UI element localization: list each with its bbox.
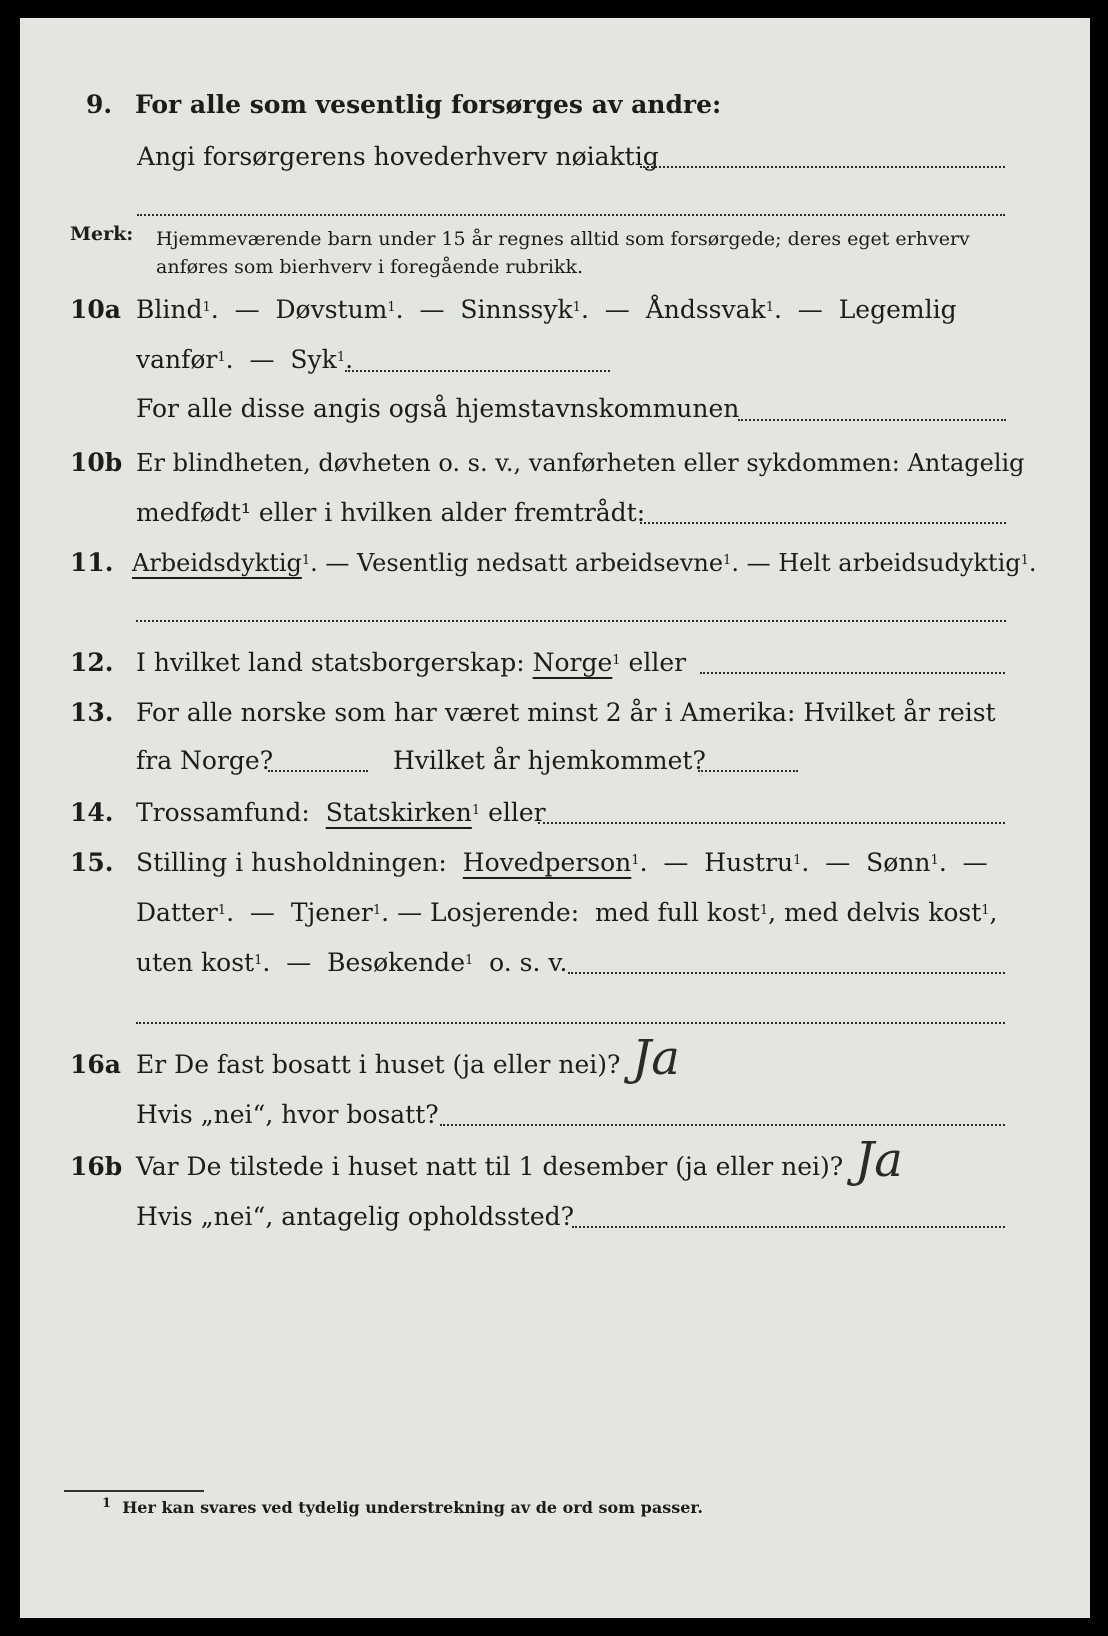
- item-16b-handwritten-answer: Ja: [855, 1132, 903, 1188]
- item-16a-line-1: Er De fast bosatt i huset (ja eller nei)?: [136, 1050, 621, 1079]
- item-15-underlined-answer: Hovedperson: [462, 848, 632, 877]
- item-13-left-label: fra Norge?: [136, 746, 274, 775]
- item-14-line: Trossamfund: Statskirken$^1$ eller: [136, 798, 546, 827]
- item-9-number: 9.: [86, 90, 113, 119]
- item-13-line-1: For alle norske som har været minst 2 år i Amerika: Hvilket år reist: [136, 698, 996, 727]
- item-13-left-answer-line[interactable]: [268, 770, 368, 772]
- item-9-heading: For alle som vesentlig forsørges av andre:: [135, 90, 722, 119]
- item-11-underlined-answer: Arbeidsdyktig: [132, 549, 302, 577]
- item-16b-number: 16b: [70, 1152, 123, 1181]
- item-16a-handwritten-answer: Ja: [632, 1030, 680, 1086]
- item-10b-answer-line[interactable]: [640, 522, 1006, 524]
- item-12-underlined-answer: Norge: [532, 648, 613, 677]
- item-11-line-1: Arbeidsdyktig$^1$. — Vesentlig nedsatt arbeidsevne$^1$. — Helt arbeidsudyktig$^1$.: [132, 549, 1037, 577]
- item-14-answer-line[interactable]: [538, 822, 1005, 824]
- item-16b-line-2: Hvis „nei“, antagelig opholdssted?: [136, 1202, 575, 1231]
- item-15-answer-line-2[interactable]: [136, 1022, 1005, 1024]
- item-15-answer-line[interactable]: [568, 972, 1005, 974]
- note-label: Merk:: [70, 223, 134, 245]
- item-10a-line-3: For alle disse angis også hjemstavnskommunen: [136, 394, 740, 423]
- note-line-1: Hjemmeværende barn under 15 år regnes alltid som forsørgede; deres eget erhverv: [156, 228, 970, 250]
- item-15-number: 15.: [70, 848, 114, 877]
- item-10a-line-2: vanfør$^1$. — Syk$^1$.: [136, 345, 354, 374]
- item-12-number: 12.: [70, 648, 114, 677]
- item-13-right-label: Hvilket år hjemkommet?: [393, 746, 706, 775]
- item-10a-hometown-line[interactable]: [738, 419, 1006, 421]
- item-10b-line-1: Er blindheten, døvheten o. s. v., vanførheten eller sykdommen: Antagelig: [136, 449, 1025, 477]
- item-9-answer-line[interactable]: [640, 166, 1005, 168]
- item-16a-line-2: Hvis „nei“, hvor bosatt?: [136, 1100, 439, 1129]
- item-13-number: 13.: [70, 698, 114, 727]
- item-14-number: 14.: [70, 798, 114, 827]
- item-10a-number: 10a: [70, 295, 121, 324]
- census-form-page: [20, 18, 1090, 1618]
- item-15-line-1: Stilling i husholdningen: Hovedperson$^1$. — Hustru$^1$. — Sønn$^1$. —: [136, 848, 988, 877]
- footnote-divider: [64, 1490, 204, 1492]
- item-9-question: Angi forsørgerens hovederhverv nøiaktig: [137, 142, 659, 171]
- note-line-2: anføres som bierhverv i foregående rubrikk.: [156, 256, 584, 278]
- item-11-number: 11.: [70, 548, 114, 577]
- item-15-line-3: uten kost$^1$. — Besøkende$^1$ o. s. v.: [136, 948, 568, 977]
- item-10a-line-1: Blind$^1$. — Døvstum$^1$. — Sinnssyk$^1$. — Åndssvak$^1$. — Legemlig: [136, 295, 957, 324]
- item-9-answer-line-2[interactable]: [137, 214, 1005, 216]
- item-10b-line-2: medfødt¹ eller i hvilken alder fremtrådt:: [136, 498, 646, 527]
- item-12-answer-line[interactable]: [700, 672, 1005, 674]
- item-10a-answer-line[interactable]: [345, 370, 610, 372]
- item-12-line: I hvilket land statsborgerskap: Norge$^1$ eller: [136, 648, 687, 677]
- item-11-answer-line[interactable]: [136, 620, 1006, 622]
- item-16a-answer-line[interactable]: [440, 1124, 1005, 1126]
- item-16b-answer-line[interactable]: [572, 1226, 1005, 1228]
- item-15-line-2: Datter$^1$. — Tjener$^1$. — Losjerende: med full kost$^1$, med delvis kost$^1$,: [136, 898, 998, 927]
- item-14-underlined-answer: Statskirken: [325, 798, 472, 827]
- item-16a-number: 16a: [70, 1050, 121, 1079]
- item-13-right-answer-line[interactable]: [698, 770, 798, 772]
- item-10b-number: 10b: [70, 448, 123, 477]
- footnote-text: $^1$ Her kan svares ved tydelig understrekning av de ord som passer.: [102, 1496, 703, 1517]
- item-16b-line-1: Var De tilstede i huset natt til 1 desember (ja eller nei)?: [136, 1152, 844, 1181]
